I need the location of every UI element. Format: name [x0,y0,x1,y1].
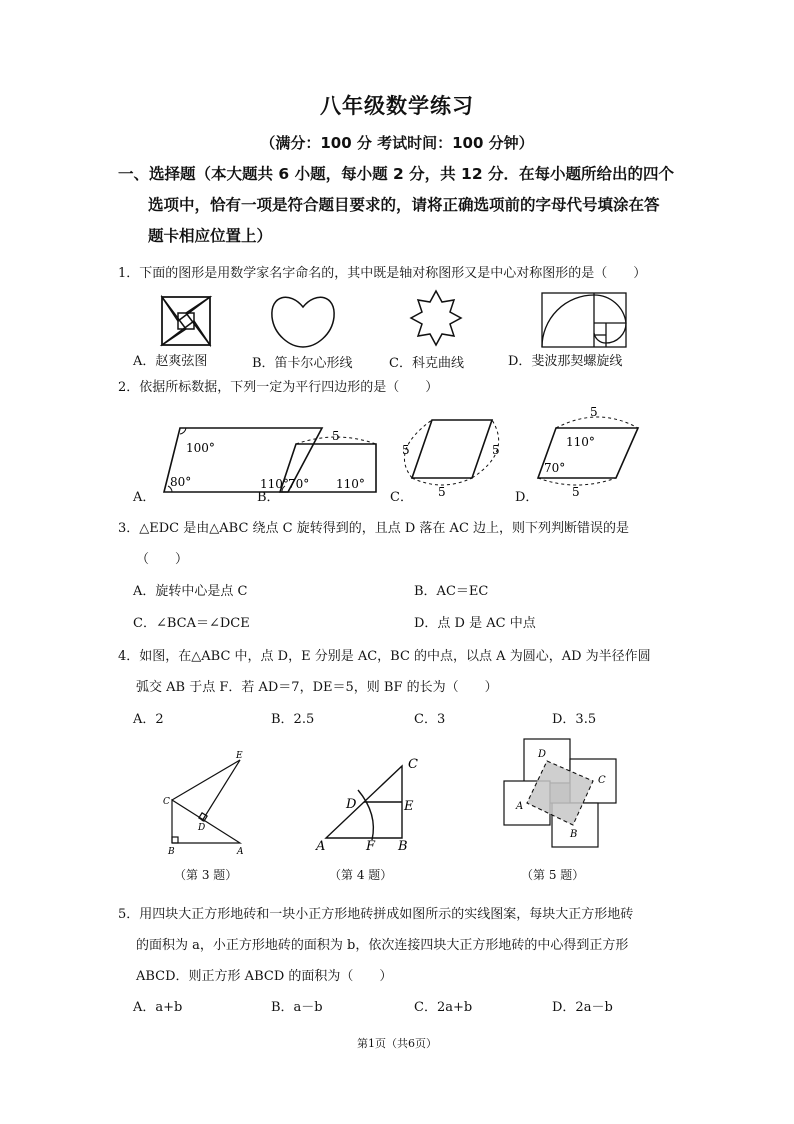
question-5-stem-line3: ABCD．则正方形 ABCD 的面积为（ ） [136,969,393,984]
q5-option-a[interactable]: A．a+b [133,1000,183,1015]
question-4-stem-line1: 4．如图，在△ABC 中，点 D，E 分别是 AC，BC 的中点，以点 A 为圆心，AD 为半径作圆 [118,649,651,664]
q4-option-d[interactable]: D．3.5 [552,712,597,727]
q2-a-angle-100: 100° [186,441,215,455]
fig3-label-c: C [163,797,170,807]
q3-option-c[interactable]: C．∠BCA＝∠DCE [133,616,250,631]
q2-figure-b [280,429,376,492]
fig4-label-d: D [346,797,357,812]
fig3-label-b: B [168,847,175,857]
fig4-label-b: B [398,839,408,852]
figure-q4 [310,752,420,852]
q2-option-d[interactable]: D． [515,490,539,505]
fig4-label-f: F [366,839,376,852]
section-heading-line2: 选项中，恰有一项是符合题目要求的，请将正确选项前的字母代号填涂在答 [148,196,660,214]
q2-option-c[interactable]: C． [390,490,413,505]
q2-c-side-bottom: 5 [438,485,446,499]
question-3-stem-line2: （ ） [136,552,189,567]
q2-option-a[interactable]: A． [133,490,156,505]
q2-d-angle-110: 110° [566,435,595,449]
q2-figure-c [402,420,500,499]
question-2-stem: 2．依据所标数据，下列一定为平行四边形的是（ ） [118,380,439,395]
q2-c-side-left: 5 [402,443,410,457]
q4-option-c[interactable]: C．3 [414,712,446,727]
q3-option-d[interactable]: D．点 D 是 AC 中点 [414,616,536,631]
q2-b-angle-110: 110° [336,477,365,491]
fig3-label-e: E [236,751,243,761]
fig5-label-c: C [598,775,606,786]
figure-q5 [500,735,620,850]
fig4-label-e: E [404,799,414,814]
q2-option-b[interactable]: B． [257,490,280,505]
q1-option-b[interactable]: B．笛卡尔心形线 [252,356,353,371]
fibonacci-spiral-figure [542,293,626,347]
q2-d-angle-70: 70° [544,461,566,475]
fig3-label-d: D [198,823,206,833]
fig3-label-a: A [237,847,244,857]
q2-b-angle-70: 70° [288,477,310,491]
question-3-stem-line1: 3．△EDC 是由△ABC 绕点 C 旋转得到的，且点 D 落在 AC 边上，则下列判断错误的是 [118,521,630,536]
fig5-label-a: A [516,801,524,812]
q2-c-side-right: 5 [492,443,500,457]
figure-q3 [150,732,270,862]
page-title: 八年级数学练习 [320,94,474,118]
question-1-stem: 1．下面的图形是用数学家名字命名的，其中既是轴对称图形又是中心对称图形的是（ ） [118,266,647,281]
q4-option-a[interactable]: A．2 [133,712,164,727]
q1-option-d[interactable]: D．斐波那契螺旋线 [508,354,623,369]
q1-option-a[interactable]: A．赵爽弦图 [133,354,208,369]
fig4-label-a: A [316,839,326,852]
caption-q5: （第 5 题） [521,868,585,882]
q4-option-b[interactable]: B．2.5 [271,712,315,727]
q5-option-b[interactable]: B．a－b [271,1000,323,1015]
question-5-stem-line1: 5．用四块大正方形地砖和一块小正方形地砖拼成如图所示的实线图案，每块大正方形地砖 [118,907,634,922]
caption-q3: （第 3 题） [174,868,238,882]
section-heading-line3: 题卡相应位置上） [148,227,273,245]
q3-option-a[interactable]: A．旋转中心是点 C [133,584,248,599]
q2-b-side-5: 5 [332,429,340,443]
fig5-label-d: D [538,749,547,760]
q2-a-angle-80: 80° [170,475,192,489]
q1-option-c[interactable]: C．科克曲线 [389,356,464,371]
q3-option-b[interactable]: B．AC＝EC [414,584,489,599]
exam-info: （满分：100 分 考试时间：100 分钟） [260,134,534,152]
question-5-stem-line2: 的面积为 a，小正方形地砖的面积为 b，依次连接四块大正方形地砖的中心得到正方形 [136,938,629,953]
page-number: 第1页（共6页） [357,1037,437,1050]
q2-a-angle-110: 110° [260,477,289,491]
caption-q4: （第 4 题） [329,868,393,882]
q2-figure-d [538,405,638,499]
cardioid-figure [272,297,334,347]
q2-d-side-bottom: 5 [572,485,580,499]
q5-option-d[interactable]: D．2a－b [552,1000,613,1015]
fig5-label-b: B [570,829,578,840]
q5-option-c[interactable]: C．2a+b [414,1000,473,1015]
section-heading-line1: 一、选择题（本大题共 6 小题，每小题 2 分，共 12 分．在每小题所给出的四个 [118,165,675,183]
koch-curve-figure [411,291,461,345]
q2-d-side-top: 5 [590,405,598,419]
zhao-shuang-figure [162,297,210,345]
fig4-label-c: C [408,757,418,772]
question-4-stem-line2: 弧交 AB 于点 F．若 AD＝7，DE＝5，则 BF 的长为（ ） [136,680,498,695]
